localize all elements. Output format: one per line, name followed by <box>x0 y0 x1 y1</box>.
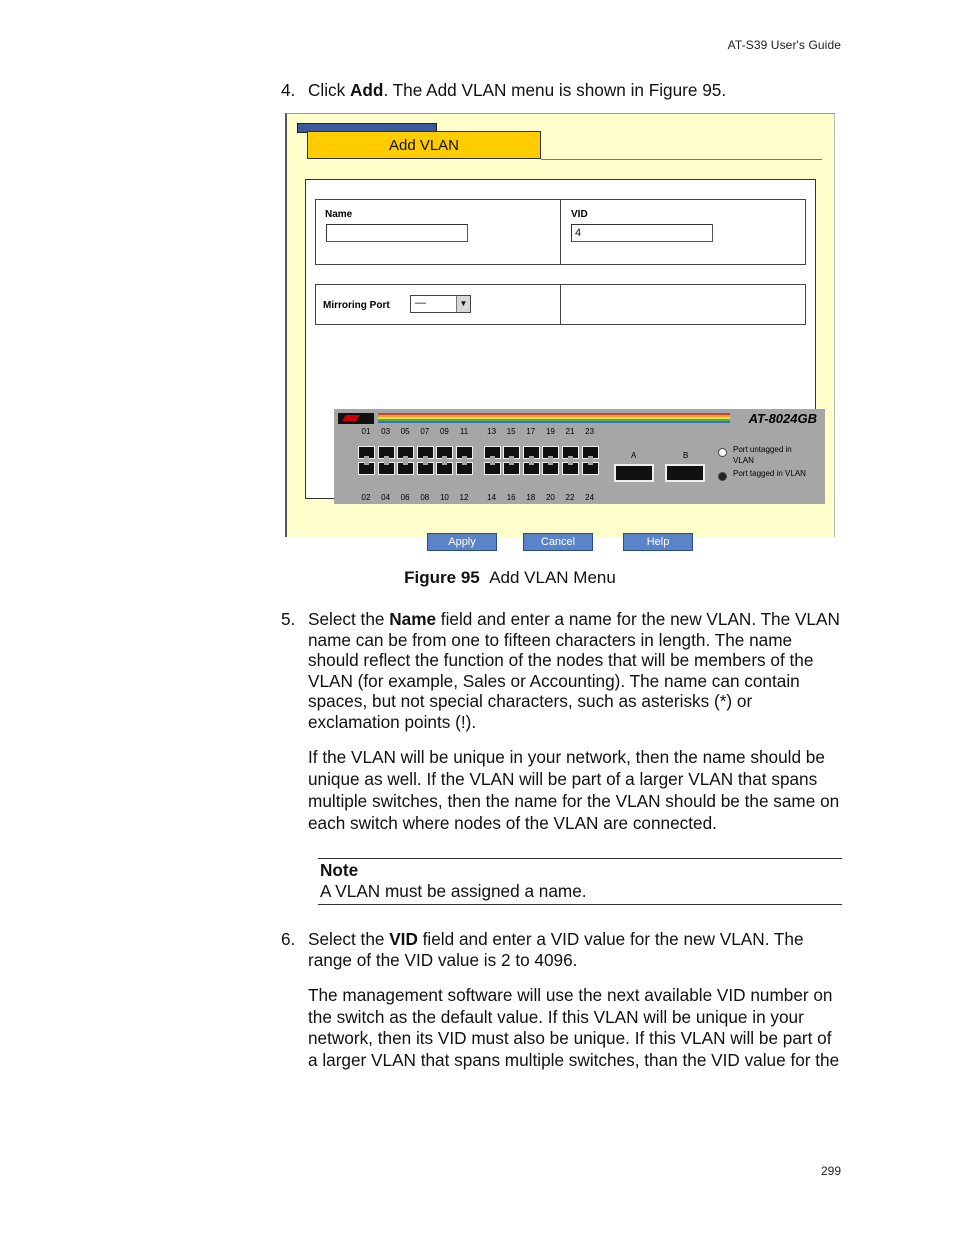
page-number: 299 <box>820 1164 841 1178</box>
switch-model: AT-8024GB <box>748 411 817 426</box>
switch-port-18[interactable] <box>523 462 540 475</box>
port-number: 19 <box>545 427 555 436</box>
note-text: A VLAN must be assigned a name. <box>320 881 587 901</box>
port-number: 06 <box>400 493 410 502</box>
caption-text: Add VLAN Menu <box>489 568 616 587</box>
port-number: 17 <box>526 427 536 436</box>
port-number: 22 <box>565 493 575 502</box>
port-number: 21 <box>565 427 575 436</box>
switch-port-11[interactable] <box>456 446 473 459</box>
running-header: AT-S39 User's Guide <box>727 38 841 52</box>
switch-port-15[interactable] <box>503 446 520 459</box>
note-title: Note <box>320 860 359 880</box>
switch-port-07[interactable] <box>417 446 434 459</box>
chevron-down-icon[interactable]: ▼ <box>456 296 470 312</box>
figure-caption <box>0 568 954 588</box>
port-number: 05 <box>400 427 410 436</box>
add-vlan-tab[interactable]: Add VLAN <box>307 131 541 159</box>
tab-underline <box>541 159 822 160</box>
switch-panel <box>334 409 825 504</box>
stripe <box>378 421 730 423</box>
switch-port-24[interactable] <box>582 462 599 475</box>
vid-label: VID <box>571 209 588 220</box>
switch-port-21[interactable] <box>562 446 579 459</box>
divider <box>560 200 561 264</box>
select-value: — <box>415 297 426 309</box>
switch-port-12[interactable] <box>456 462 473 475</box>
port-number: 01 <box>361 427 371 436</box>
switch-port-02[interactable] <box>358 462 375 475</box>
port-number: 24 <box>585 493 595 502</box>
switch-port-01[interactable] <box>358 446 375 459</box>
switch-port-09[interactable] <box>436 446 453 459</box>
switch-port-23[interactable] <box>582 446 599 459</box>
port-number: 07 <box>420 427 430 436</box>
switch-port-22[interactable] <box>562 462 579 475</box>
port-number: 11 <box>459 427 469 436</box>
name-vid-box <box>315 199 806 265</box>
switch-port-13[interactable] <box>484 446 501 459</box>
name-label: Name <box>325 209 353 220</box>
step-6-paragraph-2: The management software will use the next available VID number on the switch as the default value. If this VLAN will be unique in your network, then its VID must also be unique. If this VLAN will be part of a larger VLAN that spans multiple switches, than the VID value for the <box>308 985 840 1071</box>
port-number: 10 <box>439 493 449 502</box>
gbic-b-label: B <box>683 451 689 460</box>
note-top-rule <box>318 858 842 859</box>
tagged-radio[interactable] <box>718 472 727 481</box>
port-number: 08 <box>420 493 430 502</box>
switch-port-08[interactable] <box>417 462 434 475</box>
switch-port-05[interactable] <box>397 446 414 459</box>
port-number: 04 <box>381 493 391 502</box>
untagged-radio[interactable] <box>718 448 727 457</box>
bold-run: VID <box>389 929 418 949</box>
mirroring-box <box>315 284 806 325</box>
step-6-text <box>308 929 842 970</box>
cancel-button[interactable]: Cancel <box>523 533 593 551</box>
port-number: 02 <box>361 493 371 502</box>
port-number: 13 <box>487 427 497 436</box>
text-run: field and enter a VID value for the new VLAN. The range of the VID value is 2 to 4096. <box>308 929 804 970</box>
switch-port-20[interactable] <box>542 462 559 475</box>
switch-port-03[interactable] <box>378 446 395 459</box>
note-bottom-rule <box>318 904 842 905</box>
port-number: 14 <box>487 493 497 502</box>
port-number: 15 <box>506 427 516 436</box>
gbic-port-b[interactable] <box>665 464 705 482</box>
gbic-port-a[interactable] <box>614 464 654 482</box>
step-5-paragraph-2: If the VLAN will be unique in your network, then the name should be unique as well. If the VLAN will be part of a larger VLAN that spans multiple switches, then the name for the VLAN should be the same on each switch where nodes of the VLAN are connected. <box>308 747 840 833</box>
switch-port-16[interactable] <box>503 462 520 475</box>
bold-run: Name <box>389 609 437 629</box>
gbic-a-label: A <box>631 451 637 460</box>
mirroring-port-label: Mirroring Port <box>323 300 390 311</box>
port-number: 12 <box>459 493 469 502</box>
add-vlan-figure <box>285 113 835 548</box>
help-button[interactable]: Help <box>623 533 693 551</box>
apply-button[interactable]: Apply <box>427 533 497 551</box>
port-number: 03 <box>381 427 391 436</box>
switch-port-10[interactable] <box>436 462 453 475</box>
untagged-radio-label: Port untagged in VLAN <box>733 445 792 465</box>
step-4-text <box>308 80 842 101</box>
port-number: 16 <box>506 493 516 502</box>
divider <box>560 285 561 324</box>
switch-port-19[interactable] <box>542 446 559 459</box>
bold-run: Add <box>350 80 384 100</box>
switch-port-17[interactable] <box>523 446 540 459</box>
text-run: Select the <box>308 609 390 629</box>
port-number: 09 <box>439 427 449 436</box>
caption-label: Figure 95 <box>404 568 480 587</box>
port-number: 23 <box>585 427 595 436</box>
tagged-radio-label: Port tagged in VLAN <box>733 469 806 478</box>
text-run: Click <box>308 80 351 100</box>
port-number: 20 <box>545 493 555 502</box>
allied-telesyn-logo-icon <box>338 413 374 424</box>
vid-input[interactable]: 4 <box>571 224 713 242</box>
switch-port-04[interactable] <box>378 462 395 475</box>
switch-port-06[interactable] <box>397 462 414 475</box>
add-vlan-form <box>305 179 817 548</box>
port-number: 18 <box>526 493 536 502</box>
mirroring-port-select[interactable] <box>410 295 471 313</box>
text-run: Select the <box>308 929 390 949</box>
step-number: 4. <box>281 80 296 100</box>
step-number: 5. <box>281 609 296 629</box>
step-5-text <box>308 609 842 732</box>
name-input[interactable] <box>326 224 468 242</box>
text-run: . The Add VLAN menu is shown in Figure 95. <box>383 80 727 100</box>
text-run: field and enter a name for the new VLAN. The VLAN name can be from one to fifteen characters in length. The name should reflect the function of the nodes that will be members of the VLAN (for example, Sales or Accounting). The name can contain spaces, but not special characters, such as asterisks (*) or exclamation points (!). <box>308 609 840 732</box>
switch-port-14[interactable] <box>484 462 501 475</box>
step-number: 6. <box>281 929 296 949</box>
